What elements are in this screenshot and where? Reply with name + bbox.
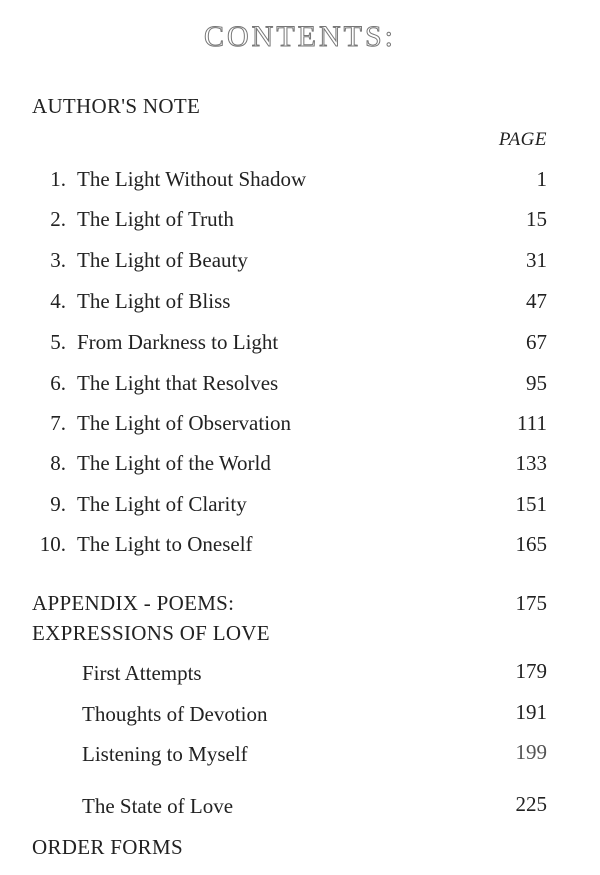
page-title: CONTENTS: — [204, 20, 396, 53]
chapter-title: The Light of Bliss — [77, 289, 231, 313]
chapter-title: The Light to Oneself — [77, 532, 253, 556]
appendix-item-title: Thoughts of Devotion — [82, 702, 268, 726]
chapter-page: 31 — [526, 248, 547, 272]
chapter-number: 10. — [39, 532, 66, 556]
chapter-number: 1. — [50, 167, 66, 191]
order-forms-entry: ORDER FORMS — [32, 835, 183, 859]
chapter-title: The Light that Resolves — [77, 371, 279, 395]
appendix-item-title: The State of Love — [82, 794, 234, 818]
chapter-number: 6. — [50, 371, 66, 395]
chapter-page: 1 — [536, 167, 547, 191]
chapter-number: 2. — [50, 207, 66, 231]
chapter-page: 67 — [526, 330, 547, 354]
appendix-subheading: EXPRESSIONS OF LOVE — [32, 621, 270, 645]
appendix-item-page: 199 — [515, 740, 547, 764]
chapter-title: The Light of Clarity — [77, 492, 247, 516]
chapter-page: 47 — [526, 289, 547, 313]
chapter-page: 15 — [526, 207, 547, 231]
chapter-title: The Light of Beauty — [77, 248, 248, 272]
appendix-item-title: First Attempts — [82, 661, 202, 685]
chapter-title: From Darkness to Light — [77, 330, 279, 354]
chapter-page: 95 — [526, 371, 547, 395]
chapter-title: The Light of the World — [77, 451, 271, 475]
chapter-number: 5. — [50, 330, 66, 354]
chapter-title: The Light of Observation — [77, 411, 292, 435]
chapter-number: 4. — [50, 289, 66, 313]
chapter-page: 111 — [517, 411, 547, 435]
chapter-number: 9. — [50, 492, 66, 516]
chapter-number: 8. — [50, 451, 66, 475]
chapter-number: 7. — [50, 411, 66, 435]
authors-note-entry: AUTHOR'S NOTE — [32, 94, 201, 118]
chapter-page: 151 — [515, 492, 547, 516]
appendix-page: 175 — [515, 591, 547, 615]
chapter-page: 133 — [515, 451, 547, 475]
page-column-header: PAGE — [498, 129, 547, 150]
chapter-title: The Light Without Shadow — [77, 167, 307, 191]
chapter-number: 3. — [50, 248, 66, 272]
appendix-item-title: Listening to Myself — [82, 742, 248, 766]
appendix-item-page: 191 — [515, 700, 547, 724]
chapter-page: 165 — [515, 532, 547, 556]
appendix-item-page: 225 — [515, 792, 547, 816]
appendix-heading: APPENDIX - POEMS: — [32, 591, 235, 615]
chapter-title: The Light of Truth — [77, 207, 234, 231]
appendix-item-page: 179 — [515, 659, 547, 683]
